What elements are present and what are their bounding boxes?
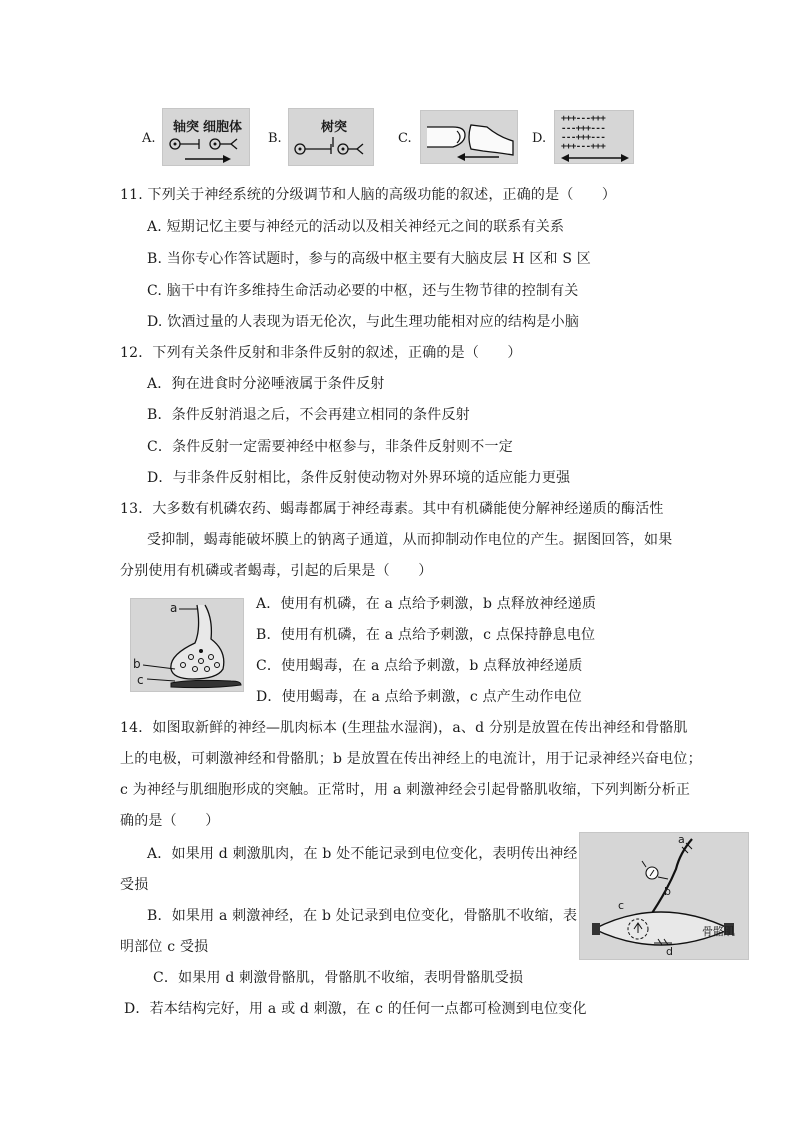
q13-option-d: D．使用蝎毒，在 a 点给予刺激，c 点产生动作电位	[256, 689, 582, 705]
q13-label-a: a	[170, 601, 178, 615]
q11-stem: 11. 下列关于神经系统的分级调节和人脑的高级功能的叙述，正确的是（ ）	[120, 187, 617, 203]
q13-stem-line-3: 分别使用有机磷或者蝎毒，引起的后果是（ ）	[120, 563, 433, 579]
axon-label: 轴突	[173, 120, 200, 135]
q13-stem-line-2: 受抑制，蝎毒能破坏膜上的钠离子通道，从而抑制动作电位的产生。据图回答，如果	[147, 532, 673, 548]
q13-option-a: A．使用有机磷，在 a 点给予刺激，b 点释放神经递质	[256, 596, 597, 612]
q14-option-c: C．如果用 d 刺激骨骼肌，骨骼肌不收缩，表明骨骼肌受损	[153, 970, 524, 986]
q10-option-d-figure	[554, 110, 634, 164]
q14-option-a-line-2: 受损	[120, 877, 149, 893]
dendrite-label: 树突	[321, 120, 348, 135]
q10-option-c-figure	[420, 110, 518, 164]
q12-option-d: D．与非条件反射相比，条件反射使动物对外界环境的适应能力更强	[147, 470, 571, 486]
membrane-charge-row-4: +++---+++	[561, 142, 606, 152]
membrane-charge-row-2: ---+++---	[561, 124, 606, 134]
q14-label-muscle: 骨骼肌	[702, 925, 735, 938]
q10-option-b-letter: B.	[268, 131, 282, 146]
q13-label-b: b	[133, 657, 141, 671]
q14-label-b: b	[664, 885, 671, 898]
q13-synapse-figure	[130, 598, 244, 692]
q14-option-b-line-2: 明部位 c 受损	[120, 939, 209, 955]
q14-stem-line-3: c 为神经与肌细胞形成的突触。正常时，用 a 刺激神经会引起骨骼肌收缩，下列判断分析正	[120, 782, 691, 798]
membrane-charge-row-3: ---+++---	[561, 133, 606, 143]
q12-option-a: A．狗在进食时分泌唾液属于条件反射	[147, 376, 385, 392]
q13-option-c: C．使用蝎毒，在 a 点给予刺激，b 点释放神经递质	[256, 658, 583, 674]
q14-stem-line-2: 上的电极，可刺激神经和骨骼肌；b 是放置在传出神经上的电流计，用于记录神经兴奋电位；	[120, 751, 702, 767]
q12-option-c: C．条件反射一定需要神经中枢参与，非条件反射则不一定	[147, 439, 513, 455]
q13-option-b: B．使用有机磷，在 a 点给予刺激，c 点保持静息电位	[256, 627, 596, 643]
q13-label-c: c	[137, 673, 144, 687]
q13-stem-line-1: 13．大多数有机磷农药、蝎毒都属于神经毒素。其中有机磷能使分解神经递质的酶活性	[120, 501, 664, 517]
q14-label-a: a	[678, 833, 685, 846]
q10-option-b-figure	[288, 108, 374, 166]
q10-option-d-letter: D.	[532, 131, 547, 146]
q14-label-c: c	[618, 899, 625, 912]
q10-option-a-figure	[162, 108, 250, 166]
cell-body-label: 细胞体	[203, 120, 243, 135]
q14-neuromuscular-figure	[579, 832, 749, 960]
q14-stem-line-4: 确的是（ ）	[120, 813, 220, 829]
q12-stem: 12．下列有关条件反射和非条件反射的叙述，正确的是（ ）	[120, 345, 522, 361]
q14-option-b-line-1: B．如果用 a 刺激神经，在 b 处记录到电位变化，骨骼肌不收缩，表	[147, 908, 578, 924]
q13-synapse-drawing	[131, 599, 244, 692]
q11-option-a: A. 短期记忆主要与神经元的活动以及相关神经元之间的联系有关系	[147, 219, 565, 235]
q14-option-d: D．若本结构完好，用 a 或 d 刺激，在 c 的任何一点都可检测到电位变化	[124, 1001, 587, 1017]
q12-option-b: B．条件反射消退之后，不会再建立相同的条件反射	[147, 407, 470, 423]
q10-option-a-letter: A.	[142, 131, 156, 146]
membrane-charge-row-1: +++---+++	[561, 114, 606, 124]
q14-label-d: d	[666, 945, 673, 958]
q11-option-c: C. 脑干中有许多维持生命活动必要的中枢，还与生物节律的控制有关	[147, 283, 579, 299]
q14-stem-line-1: 14．如图取新鲜的神经—肌肉标本 (生理盐水湿润)，a、d 分别是放置在传出神经和骨骼肌	[120, 720, 688, 736]
q11-option-b: B. 当你专心作答试题时，参与的高级中枢主要有大脑皮层 H 区和 S 区	[147, 251, 591, 267]
q11-option-d: D. 饮酒过量的人表现为语无伦次，与此生理功能相对应的结构是小脑	[147, 314, 580, 330]
q14-option-a-line-1: A．如果用 d 刺激肌肉，在 b 处不能记录到电位变化，表明传出神经	[147, 846, 578, 862]
q10-option-c-letter: C.	[398, 131, 412, 146]
synapse-diagram	[421, 111, 518, 164]
